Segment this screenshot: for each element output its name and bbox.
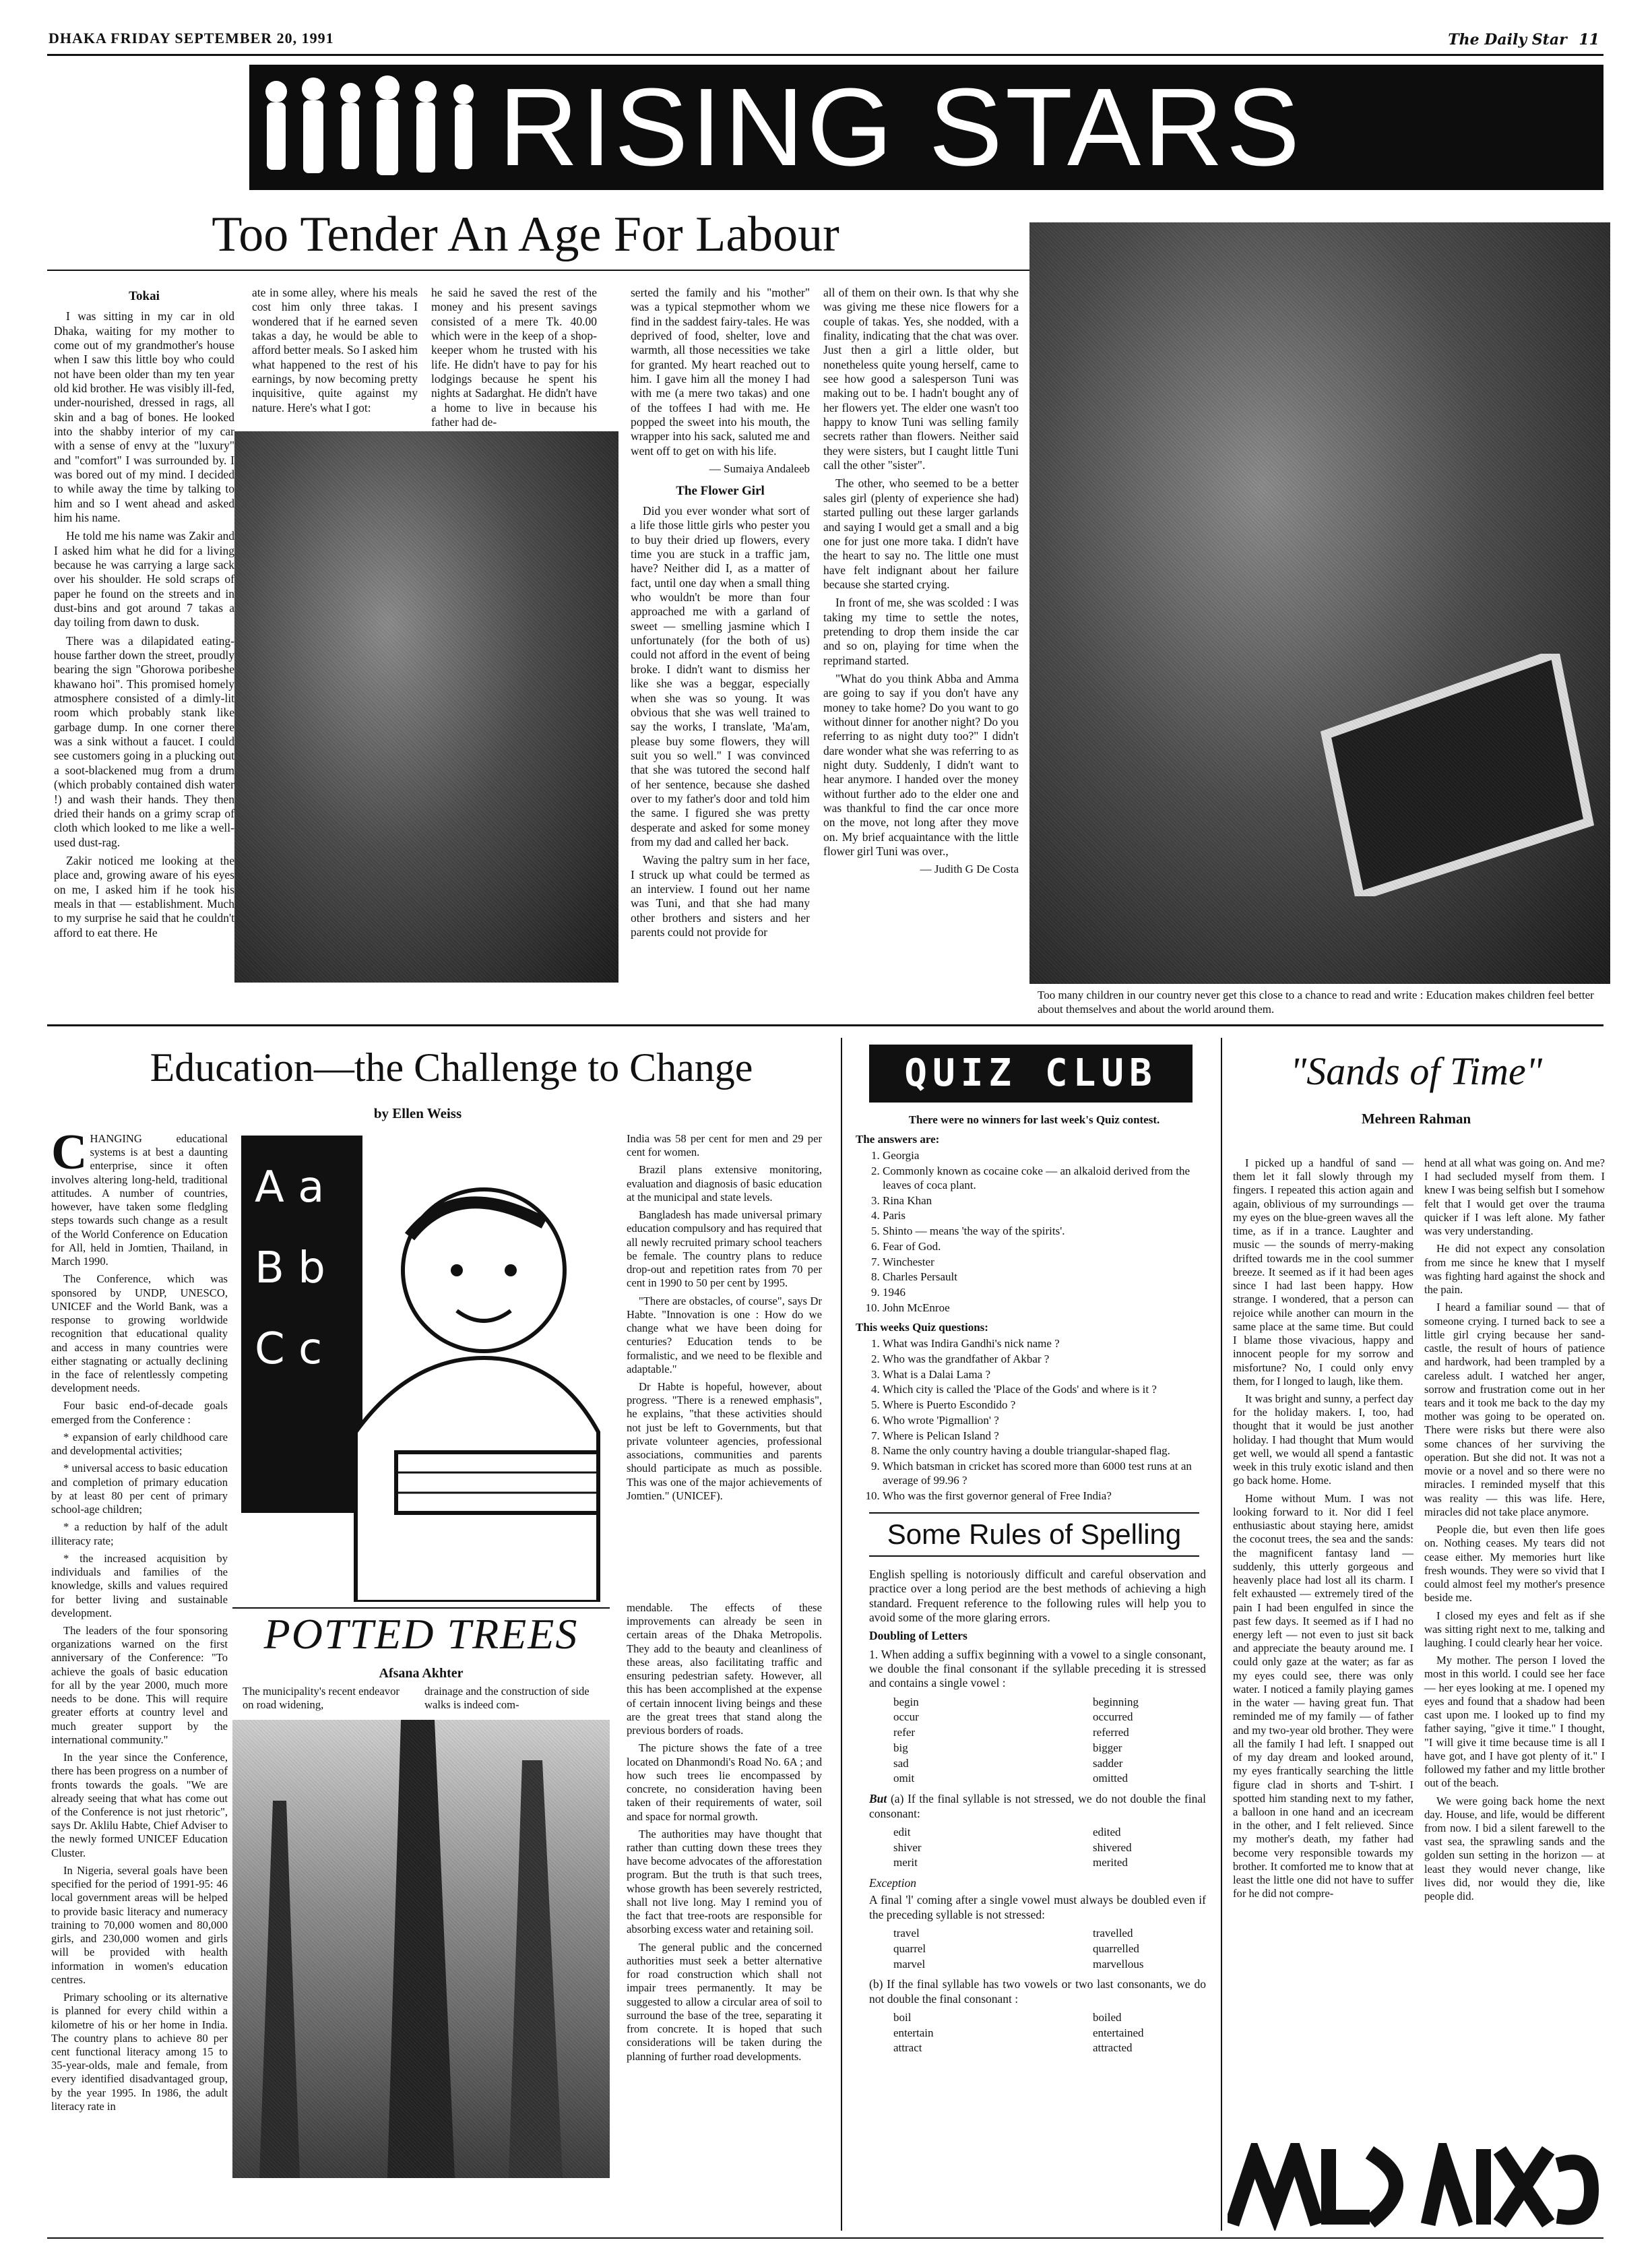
labour-paragraph: Waving the paltry sum in her face, I struck up what could be termed as an interview. I found out her name was Tuni, and that she had many other brothers and sisters and her parents could not provide for (631, 853, 810, 939)
girl-with-slate-photo (1029, 222, 1610, 984)
education-paragraph: In Nigeria, several goals have been specified for the period of 1991-95: 46 local government areas will be helped to provide basic literacy and numeracy training to 70,000 women and 80,000 girls, and 230,000 women and girls will be provided with health information in women's education centres. (51, 1863, 228, 1986)
sands-paragraph: It was bright and sunny, a perfect day for the holiday makers. I, too, had thought that it would be just another holiday. I had thought that Mum would get well, we would all spend a fantastic week in this truly exotic island and then go back home. Home. (1233, 1392, 1413, 1487)
graffiti-logo (1228, 2143, 1605, 2231)
dateline: DHAKA FRIDAY SEPTEMBER 20, 1991 (49, 30, 334, 46)
potted-tree-photo (232, 1720, 610, 2178)
trees-byline: Afsana Akhter (379, 1666, 464, 1681)
quiz-question: 7. Where is Pelican Island ? (883, 1429, 1213, 1444)
quiz-answer: 3. Rina Khan (883, 1194, 1213, 1208)
spelling-intro: English spelling is notoriously difficult and careful observation and practice over a long period are the best methods of achieving a high standard. Frequent reference to the following rules will help you to avoid some of the more glaring errors. (869, 1568, 1206, 1625)
labour-paragraph: "What do you think Abba and Amma are going to say if you don't have any money to take home? Do you want to go without dinner for another night? Do you referring to as night duty too?" I didn't dare wonder what she was referring to as night duty. Suddenly, I didn't want to hear anymore. I handed over the money without further ado to the elder one and was thankful to find the car once more on the move, not long after they move on. My brief acquaintance with the little flower girl Tuni was over., (823, 671, 1019, 859)
sands-paragraph: My mother. The person I loved the most in this world. I could see her face — her eyes looking at me. I opened my eyes and found that a shadow had been cast upon me. I looked up to find my father saying, "give it time." I thought, "I will give it time because time is all I have got, and I have got plenty of it." I followed my father and my little brother out of the beach. (1424, 1654, 1605, 1790)
spelling-table-4 (889, 2010, 1151, 2056)
spelling-rule-b: (b) If the final syllable has two vowels or two last consonants, we do not double the final consonant : (869, 1977, 1206, 2006)
quiz-answer: 9. 1946 (883, 1286, 1213, 1300)
spelling-table-3 (889, 1926, 1151, 1972)
quiz-answer: 8. Charles Persault (883, 1270, 1213, 1284)
labour-column-5 (823, 286, 1019, 883)
spelling-pair: entertain entertained (893, 2026, 1144, 2039)
trees-paragraph: The authorities may have thought that rather than cutting down these trees they have become advocates of the afforestation program. But the truth is that such trees, whose growth has been severely restricted, shall not live long. May I remind you of the fact that tree-roots are responsible for absorbing excess water and retaining soil. (627, 1827, 822, 1936)
quiz-answer: 1. Georgia (883, 1149, 1213, 1163)
column-divider (1221, 1038, 1222, 2231)
education-paragraph: India was 58 per cent for men and 29 per cent for women. (627, 1132, 822, 1159)
education-paragraph: The leaders of the four sponsoring organizations warned on the first anniversary of the Conference: "To achieve the goals of basic education for all by the year 2000, much more needs to be done. This will require greater efforts at country level and much greater support by the international community." (51, 1623, 228, 1746)
labour-headline: Too Tender An Age For Labour (212, 207, 839, 262)
section-title: RISING STARS (499, 65, 1303, 189)
sands-paragraph: I closed my eyes and felt as if she was sitting right next to me, talking and laughing. I could clearly hear her voice. (1424, 1609, 1605, 1649)
spelling-body (869, 1568, 1206, 2061)
quiz-title: QUIZ CLUB (869, 1045, 1193, 1103)
labour-paragraph: I was sitting in my car in old Dhaka, waiting for my mother to come out of my grandmother's house when I saw this little boy who could not have been older than my ten year old kid brother. He was visibly ill-fed, under-nourished, dressed in rags, all skin and a bag of bones. He looked into the shabby interior of my car with a sense of envy at the "luxury" and "comfort" I was surrounded by. I was bored out of my mind. I decided to while away the time by talking to him and so I went ahead and asked him his name. (54, 309, 234, 524)
spelling-pair: marvel marvellous (893, 1957, 1144, 1971)
quiz-question: 4. Which city is called the 'Place of the Gods' and where is it ? (883, 1383, 1213, 1397)
sands-column-1 (1233, 1156, 1413, 1905)
student-illustration (234, 1136, 605, 1602)
education-column-2 (627, 1132, 822, 1507)
spelling-but-text: (a) If the final syllable is not stressed, we do not double the final consonant: (869, 1792, 1206, 1820)
spelling-exception-label: Exception (869, 1876, 916, 1890)
quiz-answer: 2. Commonly known as cocaine coke — an alkaloid derived from the leaves of coca plant. (883, 1165, 1213, 1192)
labour-paragraph: serted the family and his "mother" was a typical stepmother whom we find in the saddest fairy-tales. He was deprived of food, shelter, love and warmth, all those necessities we take for granted. My heart reached out to him. I gave him all the money I had with me (a mere two takas) and one of the toffees I had with me. He popped the sweet into his mouth, the wrapper into his sack, saluted me and went off to get on with his life. (631, 286, 810, 458)
education-byline: by Ellen Weiss (373, 1105, 462, 1121)
labour-paragraph: ate in some alley, where his meals cost him only three takas. I wondered that if he earned seven takas a day, he would be able to afford better meals. So I asked him what happened to the rest of his earnings, by now becoming pretty inquisitive, quite against my nature. Here's what I got: (252, 286, 418, 414)
quiz-intro: There were no winners for last week's Quiz contest. (908, 1113, 1160, 1126)
paper-name-page (1448, 31, 1599, 49)
labour-paragraph: He told me his name was Zakir and I asked him what he did for a living because he was carrying a large sack over his shoulder. He sold scraps of paper he found on the streets and in dust-bins and got around 7 takas a day toiling from dawn to dusk. (54, 529, 234, 629)
column-divider (841, 1038, 842, 2231)
spelling-pair: travel travelled (893, 1927, 1133, 1940)
trees-lead-b: drainage and the construction of side walks is indeed com- (424, 1685, 590, 1712)
spelling-but-label: But (869, 1792, 887, 1806)
quiz-question: 10. Who was the first governor general of Free India? (883, 1489, 1213, 1503)
boy-photo (234, 431, 618, 983)
labour-headline-rule (47, 270, 1031, 271)
author-signature: — Judith G De Costa (920, 863, 1019, 876)
photo-caption: Too many children in our country never get this close to a chance to read and write : Education makes children feel better about themselves and about the world around them. (1038, 989, 1594, 1016)
quiz-question: 6. Who wrote 'Pigmallion' ? (883, 1414, 1213, 1428)
quiz-answers-label: The answers are: (856, 1132, 940, 1146)
education-paragraph: In the year since the Conference, there has been progress on a number of fronts towards the goals. "We are already seeing that what has come out of the Conference is not just rhetoric", says Dr. Aklilu Habte, Chief Adviser to the newly formed UNICEF Education Cluster. (51, 1751, 228, 1859)
sands-paragraph: Home without Mum. I was not looking forward to it. Nor did I feel enthusiastic about staying here, amidst the coconut trees, the sea and the sands: the magnificent fantasy land — suddenly, this utterly gorgeous and heavenly place had lost all its charm. I felt exhausted — extremely tired of the pain I had been engulfed in since the past few days. It seemed as if I had no energy left — not even to just sit back and appreciate the beauty around me. I could only gaze at the water; as far as my eyes could see, there was only water. I noticed a family playing games in the water — having great fun. That reminded me of my family — of father and my two-year old brother. They were all the family I had left. I snapped out of my day dream and looked around, my eyes frantically searching the little figure clad in shorts and T-shirt. I spotted him standing next to my father, a balloon in one hand and an icecream in the other, and I felt relieved. Since my mother's death, my father had become very responsible towards my brother. It comforted me to know that at least the little one did not have to suffer for he did not compre- (1233, 1491, 1413, 1900)
paper-name: The Daily Star (1448, 31, 1567, 49)
quiz-question: 8. Name the only country having a double triangular-shaped flag. (883, 1444, 1213, 1458)
education-paragraph: * the increased acquisition by individuals and families of the knowledge, skills and values required for better living and sustainable development. (51, 1551, 228, 1619)
chalk-letters-a: A a (255, 1162, 325, 1212)
education-column-1 (51, 1125, 228, 2117)
spelling-title: Some Rules of Spelling (869, 1512, 1199, 1557)
spelling-subheading: Doubling of Letters (869, 1629, 967, 1643)
quiz-question: 3. What is a Dalai Lama ? (883, 1368, 1213, 1382)
trees-paragraph: The general public and the concerned authorities must seek a better alternative for road construction which shall not impair trees permanently. It may be suggested to allow a circular area of soil to surround the base of the tree, separating it from concrete. It is hoped that such considerations will be taken during the planning of further road developments. (627, 1940, 822, 2063)
spelling-rule: 1. When adding a suffix beginning with a vowel to a single consonant, we double the final consonant if the syllable preceding it is stressed and contains a single vowel : (869, 1647, 1206, 1690)
spelling-pair: begin beginning (893, 1695, 1139, 1708)
education-paragraph: "There are obstacles, of course", says Dr Habte. "Innovation is one : How do we change what we have been doing for centuries? Education tends to be formalistic, and we need to be flexible and adaptable." (627, 1294, 822, 1375)
quiz-question: 1. What was Indira Gandhi's nick name ? (883, 1337, 1213, 1351)
spelling-but (869, 1792, 1206, 1821)
section-rule (47, 1024, 1603, 1026)
sands-byline: Mehreen Rahman (1361, 1111, 1471, 1127)
education-paragraph: * universal access to basic education and completion of primary education by at least 80 per cent of primary school-age children; (51, 1462, 228, 1516)
spelling-pair: quarrel quarrelled (893, 1942, 1139, 1955)
trees-paragraph: mendable. The effects of these improvements can already be seen in certain areas of the Dhaka Metropolis. They add to the beauty and cleanliness of these areas, also facilitating traffic and ensuring pedestrian safety. However, all this has been accomplished at the expense of certain innocent living beings and these are the great trees that stand along the previous borders of roads. (627, 1601, 822, 1737)
spelling-pair: refer referred (893, 1726, 1129, 1739)
quiz-answer: 10. John McEnroe (883, 1301, 1213, 1315)
quiz-question: 2. Who was the grandfather of Akbar ? (883, 1353, 1213, 1367)
quiz-questions-list (856, 1337, 1213, 1503)
spelling-pair: big bigger (893, 1741, 1122, 1754)
spelling-exception: A final 'l' coming after a single vowel must always be doubled even if the preceding syllable is not stressed: (869, 1893, 1206, 1921)
chalk-letters-c: C c (255, 1324, 323, 1374)
trees-headline: POTTED TREES (263, 1610, 579, 1658)
quiz-question: 5. Where is Puerto Escondido ? (883, 1398, 1213, 1413)
spelling-pair: sad sadder (893, 1756, 1123, 1770)
education-headline: Education—the Challenge to Change (150, 1045, 753, 1090)
quiz-answer: 5. Shinto — means 'the way of the spirits'. (883, 1224, 1213, 1239)
education-paragraph-text: HANGING educational systems is at best a daunting enterprise, since it often involves altering long-held, traditional attitudes. A number of countries, however, have taken some fledgling steps towards such change as a result of the World Conference on Education for All, held in Jomtien, Thailand, in March 1990. (51, 1132, 228, 1268)
labour-paragraph: There was a dilapidated eating-house farther down the street, proudly bearing the sign "Ghorowa poribeshe khawano hoi". This promised homely atmosphere consisted of a dimly-lit room which probably stank like garbage dump. In one corner there was a sink without a faucet. I could see customers going in a plucking out a soot-blackened mug from a drum (which probably contained dish water !) and wash their hands. They then dried their hands on a grimy scrap of cloth which looked to me like a well-used dust-rag. (54, 633, 234, 849)
sands-paragraph: I picked up a handful of sand — them let it fall slowly through my fingers. I repeated this action again and again, oblivious of my surroundings — my eyes on the blue-green waves all the time, as if in a trance. Laughter and music — the sounds of merry-making drifted towards me in the cool summer breeze. It seemed as if it had been ages since I had last been happy. How strange. I wondered, that a person can rejoice while another can mourn in the same place at the same time. But could I blame those vivacious, happy and innocent people for my sorrow and misfortune? No, I could only envy them, for I longed to laugh, like them. (1233, 1156, 1413, 1388)
spelling-table-1 (889, 1695, 1145, 1787)
education-paragraph: Primary schooling or its alternative is planned for every child within a kilometre of his or her home in India. The country plans to achieve 80 per cent functional literacy among 15 to 35-year-olds, male and female, from every identified disadvantaged group, by the year 1995. In 1986, the adult literacy rate in (51, 1991, 228, 2113)
quiz-questions-label: This weeks Quiz questions: (856, 1320, 988, 1334)
quiz-answer: 4. Paris (883, 1209, 1213, 1223)
sands-paragraph: He did not expect any consolation from me since he knew that I myself was fighting hard against the shock and the pain. (1424, 1242, 1605, 1297)
labour-paragraph: Zakir noticed me looking at the place and, growing aware of his eyes on me, I asked him if he took his meals in that — establishment. Much to my surprise he said that he couldn't afford to eat there. He (54, 853, 234, 939)
trees-lead-a: The municipality's recent endeavor on road widening, (243, 1685, 400, 1712)
drop-cap: C (51, 1125, 88, 1180)
quiz-answers-list (856, 1149, 1213, 1315)
labour-paragraph: all of them on their own. Is that why she was giving me these nice flowers for a couple of takas. Yes, she nodded, with a finality, indicating that the chat was over. Just then a girl a little older, but nonetheless quite young herself, came to see how good a salesperson Tuni was making out to be. I hadn't bought any of her flowers yet. The elder one wasn't too happy to know Tuni was selling family secrets rather than flowers. Neither said they were sisters, but I caught little Tuni call the other "sister". (823, 286, 1019, 472)
page-number: 11 (1579, 31, 1599, 49)
spelling-pair: merit merited (893, 1856, 1128, 1869)
children-silhouette-logo (249, 65, 492, 190)
education-paragraph: The Conference, which was sponsored by UNDP, UNESCO, UNICEF and the World Bank, was a response to growing worldwide recognition that educational quality and access in many countries were either stagnating or actually declining in the face of relentlessly competing development needs. (51, 1272, 228, 1395)
flower-girl-heading: The Flower Girl (676, 483, 765, 498)
quiz-answer: 6. Fear of God. (883, 1240, 1213, 1254)
masthead-rule (47, 54, 1603, 56)
education-paragraph: * expansion of early childhood care and developmental activities; (51, 1430, 228, 1458)
quiz-body (856, 1113, 1213, 1508)
labour-paragraph: In front of me, she was scolded : I was taking my time to settle the notes, pretending to drop them inside the car and so on, playing for time when the reprimand started. (823, 596, 1019, 667)
education-paragraph (51, 1125, 228, 1268)
sands-paragraph: We were going back home the next day. House, and life, would be different from now. I bid a silent farewell to the vast sea, the sprawling sands and the golden sun setting in the horizon — at least they would never change, like lives did, nor would they die, like people did. (1424, 1794, 1605, 1903)
page-bottom-rule (47, 2237, 1603, 2239)
sands-title: "Sands of Time" (1290, 1049, 1543, 1093)
spelling-pair: occur occurred (893, 1710, 1133, 1724)
education-paragraph: Four basic end-of-decade goals emerged from the Conference : (51, 1399, 228, 1426)
quiz-question: 9. Which batsman in cricket has scored more than 6000 test runs at an average of 99.96 ? (883, 1460, 1213, 1487)
education-paragraph: Dr Habte is hopeful, however, about progress. "There is a renewed emphasis", he explains, "that these activities should not just be left to Governments, but that private volunteer agencies, professional associations, communities and parents should participate as much as possible. This was one of the major achievements of Jomtien." (UNICEF). (627, 1379, 822, 1502)
quiz-answer: 7. Winchester (883, 1255, 1213, 1270)
trees-paragraph: The picture shows the fate of a tree located on Dhanmondi's Road No. 6A ; and how such trees lie encompassed by concrete, no consideration having been taken of their requirements of water, soil and space for normal growth. (627, 1741, 822, 1823)
sands-paragraph: hend at all what was going on. And me? I had secluded myself from them. I knew I was being selfish but I somehow felt that I would get over the trauma quicker if I was left alone. My father was very understanding. (1424, 1156, 1605, 1238)
education-paragraph: * a reduction by half of the adult illiteracy rate; (51, 1520, 228, 1547)
chalk-letters-b: B b (255, 1243, 325, 1293)
education-paragraph: Brazil plans extensive monitoring, evaluation and diagnosis of basic education at the municipal and state levels. (627, 1163, 822, 1204)
labour-column-3 (431, 286, 597, 433)
labour-column-1 (54, 283, 234, 944)
labour-paragraph: The other, who seemed to be a better sales girl (plenty of experience she had) started pulling out these larger garlands and saying I would get a small and a big one for just one more taka. I didn't have the heart to say no. The little one must have felt indignant about her failure because she started crying. (823, 476, 1019, 591)
spelling-pair: edit edited (893, 1825, 1121, 1838)
spelling-pair: boil boiled (893, 2010, 1122, 2024)
spelling-pair: shiver shivered (893, 1840, 1132, 1854)
labour-column-4 (631, 286, 810, 943)
trees-column (627, 1601, 822, 2068)
sands-paragraph: People die, but even then life goes on. Nothing ceases. My tears did not cease either. My memories hurt like fresh wounds. They were so vivid that I could almost feel my mother's presence beside me. (1424, 1523, 1605, 1605)
labour-byline: Tokai (129, 289, 160, 303)
education-paragraph: Bangladesh has made universal primary education compulsory and has required that all newly recruited primary school teachers be female. The country plans to reduce drop-out and repetition rates from 70 per cent in 1990 to 50 per cent by 1995. (627, 1208, 822, 1290)
spelling-table-2 (889, 1825, 1139, 1871)
labour-paragraph: he said he saved the rest of the money and his present savings consisted of a mere Tk. 40.00 which were in the keep of a shop-keeper whom he trusted with his life. He didn't have to pay for his lodgings because he spent his nights at Sadarghat. He didn't have a home to live in because his father had de- (431, 286, 597, 429)
author-signature: — Sumaiya Andaleeb (709, 462, 810, 476)
labour-column-2 (252, 286, 418, 419)
sands-column-2 (1424, 1156, 1605, 1907)
spelling-pair: attract attracted (893, 2041, 1133, 2055)
sands-paragraph: I heard a familiar sound — that of someone crying. I turned back to see a little girl crying because her sand-castle, the result of hours of patience and hardwork, had been trampled by a careless adult. I watched her anger, sorrow and frustration come out in her tears and it took me back to the day my mother was going to be operated on. There were risks but there were also some chances of her surviving the operation. But she did not. It was not a movie or a novel and so there were no miracles. I reminded myself that this was reality — this was life. Here, miracles did not take place anymore. (1424, 1301, 1605, 1518)
labour-paragraph: Did you ever wonder what sort of a life those little girls who pester you to buy their dried up flowers, every time you are stuck in a traffic jam, have? Neither did I, as a matter of fact, until one day when a small thing who wouldn't be more than four approached me with a garland of sweet — smelling jasmine which I unfortunately (for the both of us) could not afford in the event of being broke. I didn't want to dismiss her like she was a beggar, especially when she was so young. It was obvious that she was well trained to say the works, I translate, 'Ma'am, please buy some flowers, they will suit you so well." I was convinced that she was tutored the second half of her sentence, because she dashed over to my father's door and told him the same. I figured she was pretty desperate and asked for some money from my dad and called her back. (631, 504, 810, 848)
trees-box-top (232, 1607, 610, 1609)
spelling-pair: omit omitted (893, 1772, 1128, 1785)
